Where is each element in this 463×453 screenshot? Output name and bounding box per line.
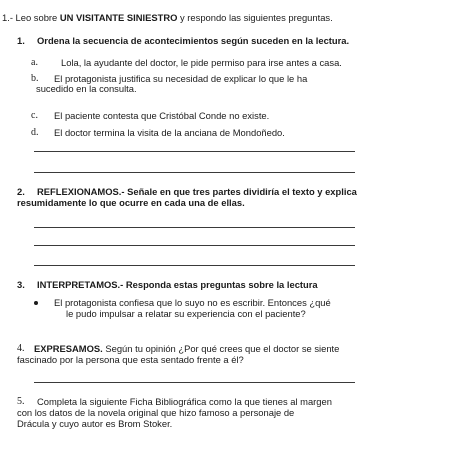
answer-line[interactable]	[34, 382, 355, 383]
q1-item-b-letter: b.	[31, 73, 39, 84]
q2-text: REFLEXIONAMOS.- Señale en que tres partes dividiría el texto y explica	[37, 186, 357, 197]
q2-number: 2.	[17, 186, 25, 197]
q1-item-c-letter: c.	[31, 110, 38, 121]
answer-line[interactable]	[34, 227, 355, 228]
q3-text: INTERPRETAMOS.- Responda estas preguntas sobre la lectura	[37, 279, 318, 290]
q1-item-c-text: El paciente contesta que Cristóbal Conde no existe.	[54, 110, 270, 121]
q1-number: 1.	[17, 35, 25, 46]
q1-item-b-text: El protagonista justifica su necesidad de explicar lo que le ha	[54, 73, 308, 84]
answer-line[interactable]	[34, 172, 355, 173]
answer-line[interactable]	[34, 151, 355, 152]
q4-title: EXPRESAMOS.	[34, 343, 103, 354]
story-title: UN VISITANTE SINIESTRO	[59, 12, 178, 23]
q1-item-b-text-2: sucedido en la consulta.	[36, 83, 137, 94]
q5-text: Completa la siguiente Ficha Bibliográfica como la que tienes al margen	[37, 396, 332, 407]
intro-line	[2, 12, 333, 23]
q4-text	[34, 343, 339, 354]
answer-line[interactable]	[34, 245, 355, 246]
q1-item-d-letter: d.	[31, 127, 39, 138]
q3-bullet-text: El protagonista confiesa que lo suyo no es escribir. Entonces ¿qué	[54, 297, 331, 308]
q1-item-a-letter: a.	[31, 57, 38, 68]
bullet-icon	[34, 301, 38, 305]
q1-text: Ordena la secuencia de acontecimientos según suceden en la lectura.	[37, 35, 350, 46]
intro-prefix: 1.- Leo sobre	[2, 12, 60, 23]
q5-text-2: con los datos de la novela original que hizo famoso a personaje de	[17, 407, 295, 418]
q3-number: 3.	[17, 279, 25, 290]
q4-text-2: fascinado por la persona que esta sentado frente a él?	[17, 354, 244, 365]
q1-item-a-text: Lola, la ayudante del doctor, le pide permiso para irse antes a casa.	[61, 57, 342, 68]
q4-number: 4.	[17, 343, 25, 354]
intro-suffix: y respondo las siguientes preguntas.	[177, 12, 333, 23]
q3-bullet-text-2: le pudo impulsar a relatar su experiencia con el paciente?	[66, 308, 306, 319]
answer-line[interactable]	[34, 265, 355, 266]
q1-item-d-text: El doctor termina la visita de la anciana de Mondoñedo.	[54, 127, 285, 138]
q5-text-3: Drácula y cuyo autor es Brom Stoker.	[17, 418, 173, 429]
q2-text-2: resumidamente lo que ocurre en cada una de ellas.	[17, 197, 245, 208]
q5-number: 5.	[17, 396, 25, 407]
q4-rest: Según tu opinión ¿Por qué crees que el doctor se siente	[102, 343, 340, 354]
